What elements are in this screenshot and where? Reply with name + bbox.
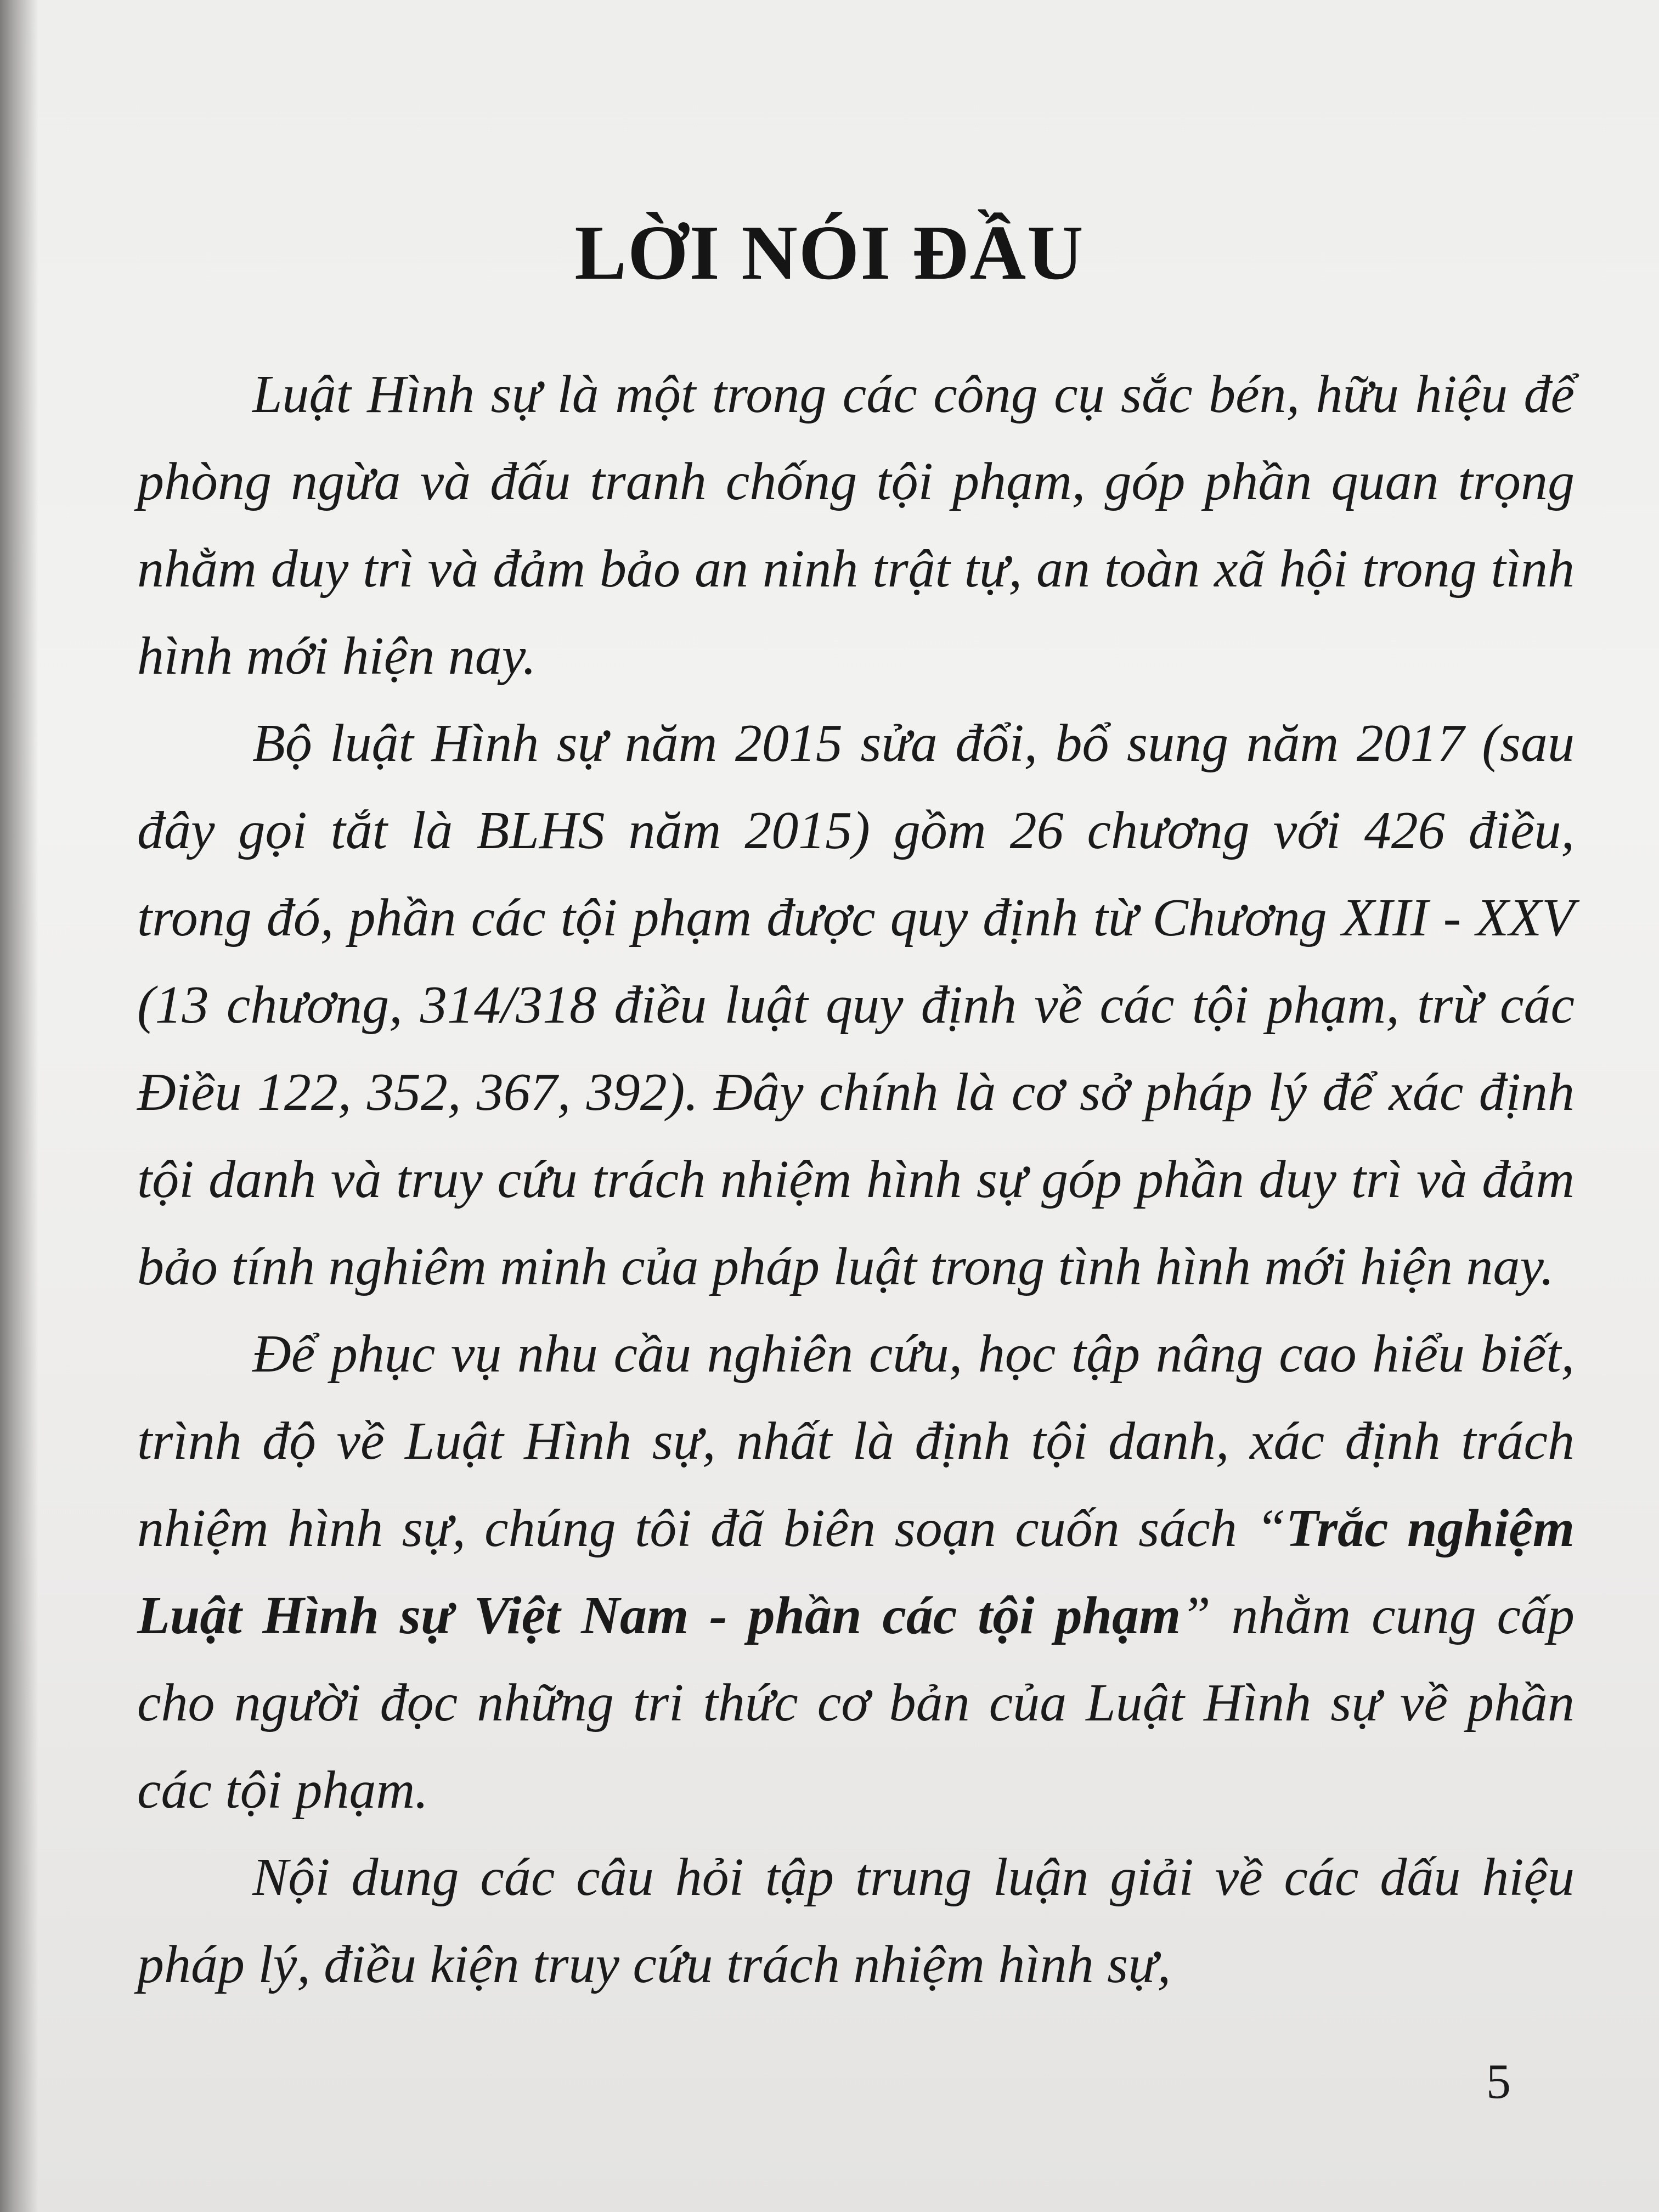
preface-body (137, 351, 1575, 2008)
paragraph-3 (137, 1311, 1575, 1834)
page-heading: LỜI NÓI ĐẦU (574, 209, 1085, 296)
paragraph-3-after: ” nhằm cung cấp cho người đọc những tri thức cơ bản của Luật Hình sự về phần các tội phạm. (137, 1586, 1575, 1820)
paragraph-1: Luật Hình sự là một trong các công cụ sắc bén, hữu hiệu để phòng ngừa và đấu tranh chống tội phạm, góp phần quan trọng nhằm duy trì và đảm bảo an ninh trật tự, an toàn xã hội trong tình hình mới hiện nay. (137, 365, 1575, 686)
paragraph-3-before: Để phục vụ nhu cầu nghiên cứu, học tập nâng cao hiểu biết, trình độ về Luật Hình sự, nhất là định tội danh, xác định trách nhiệm hình sự, chúng tôi đã biên soạn cuốn sách “ (137, 1324, 1575, 1558)
paragraph-4: Nội dung các câu hỏi tập trung luận giải về các dấu hiệu pháp lý, điều kiện truy cứu trách nhiệm hình sự, (137, 1848, 1575, 1994)
book-title: Trắc nghiệm Luật Hình sự Việt Nam - phần các tội phạm (137, 1499, 1575, 1645)
page-number: 5 (1486, 2055, 1511, 2109)
page-gutter-shadow (0, 0, 38, 2212)
paragraph-2: Bộ luật Hình sự năm 2015 sửa đổi, bổ sung năm 2017 (sau đây gọi tắt là BLHS năm 2015) gồm 26 chương với 426 điều, trong đó, phần các tội phạm được quy định từ Chương XIII - XXV (13 chương, 314/318 điều luật quy định về các tội phạm, trừ các Điều 122, 352, 367, 392). Đây chính là cơ sở pháp lý để xác định tội danh và truy cứu trách nhiệm hình sự góp phần duy trì và đảm bảo tính nghiêm minh của pháp luật trong tình hình mới hiện nay. (137, 714, 1575, 1296)
